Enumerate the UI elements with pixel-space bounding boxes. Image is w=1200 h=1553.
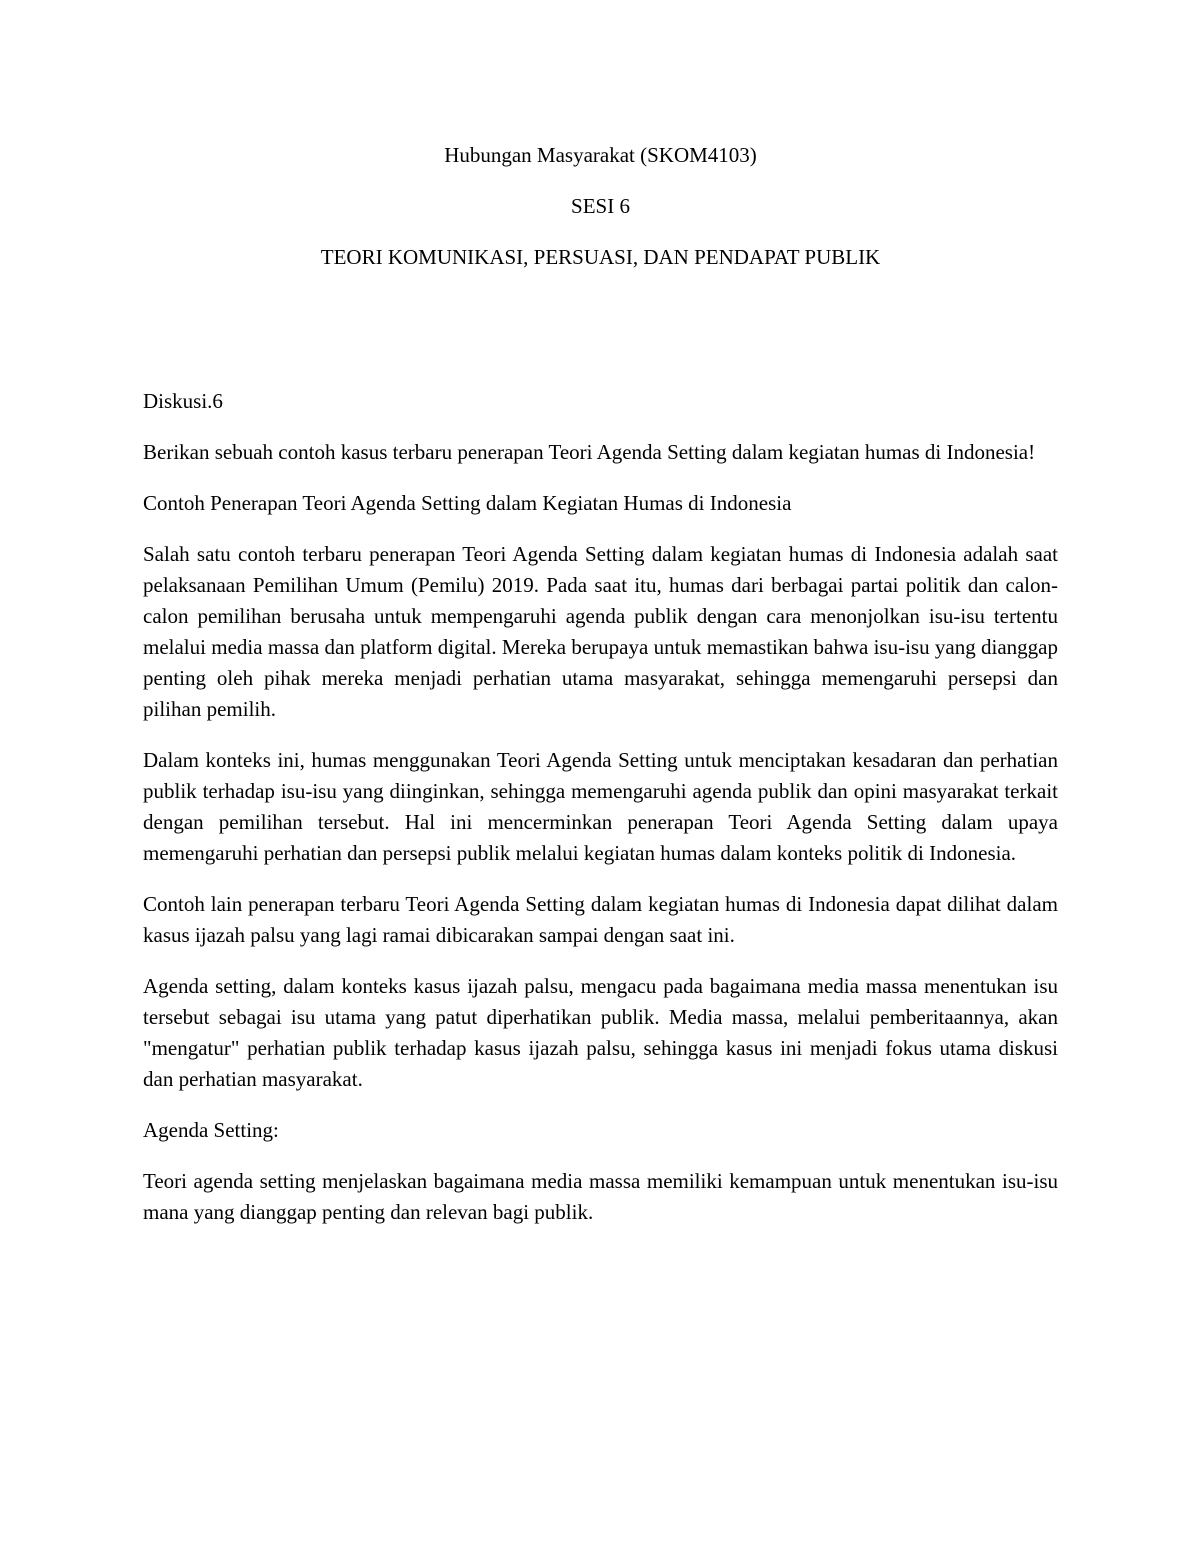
paragraph-context: Dalam konteks ini, humas menggunakan Teori Agenda Setting untuk menciptakan kesadaran dan perhatian publik terhadap isu-isu yang diinginkan, sehingga memengaruhi agenda publik dan opini masyarakat terkait dengan pemilihan tersebut. Hal ini mencerminkan penerapan Teori Agenda Setting dalam upaya memengaruhi perhatian dan persepsi publik melalui kegiatan humas dalam konteks politik di Indonesia.	[143, 748, 1058, 865]
paragraph-ijazah-example: Contoh lain penerapan terbaru Teori Agenda Setting dalam kegiatan humas di Indonesia dapat dilihat dalam kasus ijazah palsu yang lagi ramai dibicarakan sampai dengan saat ini.	[143, 892, 1058, 947]
paragraph-theory-definition: Teori agenda setting menjelaskan bagaimana media massa memiliki kemampuan untuk menentukan isu-isu mana yang dianggap penting dan relevan bagi publik.	[143, 1169, 1058, 1224]
discussion-question: Berikan sebuah contoh kasus terbaru penerapan Teori Agenda Setting dalam kegiatan humas di Indonesia!	[143, 440, 1036, 464]
session-title: SESI 6	[571, 194, 630, 218]
discussion-label: Diskusi.6	[143, 389, 223, 413]
topic-title: TEORI KOMUNIKASI, PERSUASI, DAN PENDAPAT PUBLIK	[320, 245, 881, 269]
section-label-agenda-setting: Agenda Setting:	[143, 1118, 279, 1142]
paragraph-agenda-ijazah: Agenda setting, dalam konteks kasus ijazah palsu, mengacu pada bagaimana media massa menentukan isu tersebut sebagai isu utama yang patut diperhatikan publik. Media massa, melalui pemberitaannya, akan "mengatur" perhatian publik terhadap kasus ijazah palsu, sehingga kasus ini menjadi fokus utama diskusi dan perhatian masyarakat.	[143, 974, 1058, 1091]
paragraph-pemilu-2019: Salah satu contoh terbaru penerapan Teori Agenda Setting dalam kegiatan humas di Indonesia adalah saat pelaksanaan Pemilihan Umum (Pemilu) 2019. Pada saat itu, humas dari berbagai partai politik dan calon-calon pemilihan berusaha untuk mempengaruhi agenda publik dengan cara menonjolkan isu-isu tertentu melalui media massa dan platform digital. Mereka berupaya untuk memastikan bahwa isu-isu yang dianggap penting oleh pihak mereka menjadi perhatian utama masyarakat, sehingga memengaruhi persepsi dan pilihan pemilih.	[143, 542, 1058, 721]
document-content	[143, 140, 1058, 1248]
answer-subheading: Contoh Penerapan Teori Agenda Setting dalam Kegiatan Humas di Indonesia	[143, 491, 792, 515]
course-title: Hubungan Masyarakat (SKOM4103)	[444, 143, 757, 167]
header-spacer	[143, 293, 1058, 386]
